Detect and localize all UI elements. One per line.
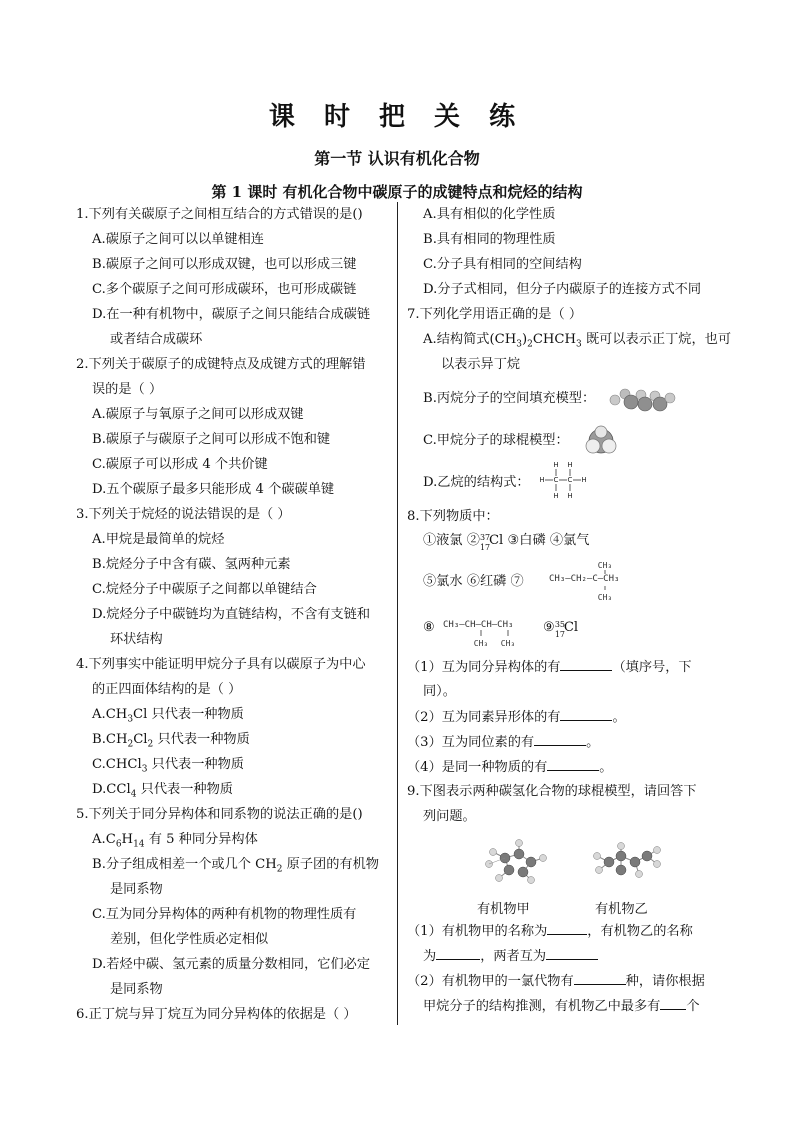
q6-stem: 6.正丁烷与异丁烷互为同分异构体的依据是（ ） [76, 1007, 357, 1022]
q9-blank-5[interactable] [660, 997, 686, 1010]
q8-part3: （3）互为同位素的有 。 [407, 735, 600, 750]
q7-stem: 7.下列化学用语正确的是（ ） [407, 307, 583, 322]
q1-stem: 1.下列有关碳原子之间相互结合的方式错误的是() [76, 207, 363, 222]
q9-part1: （1）有机物甲的名称为 ，有机物乙的名称 [407, 924, 693, 939]
q3-option-b: B.烷烃分子中含有碳、氢两种元素 [92, 557, 291, 572]
svg-text:CH₃: CH₃ [598, 561, 612, 570]
q9-part1-cont: 为 ，两者互为 [423, 947, 598, 966]
q3-option-c: C.烷烃分子中碳原子之间都以单键结合 [92, 582, 317, 597]
svg-text:H: H [567, 461, 573, 469]
q8-blank-2[interactable] [560, 708, 612, 721]
q3-option-d: D.烷烃分子中碳链均为直链结构，不含有支链和 [92, 607, 371, 622]
q5-option-d: D.若烃中碳、氢元素的质量分数相同，它们必定 [92, 957, 371, 972]
svg-text:H: H [553, 461, 559, 469]
q2-option-b: B.碳原子与碳原子之间可以形成不饱和键 [92, 432, 331, 447]
q6-option-d: D.分子式相同，但分子内碳原子的连接方式不同 [423, 282, 702, 297]
caption-compound-a: 有机物甲 [477, 902, 530, 917]
ethane-structural-formula [539, 460, 589, 500]
q1-option-a: A.碳原子之间可以以单键相连 [92, 232, 264, 247]
q4-option-d: D.CCl$_4$ 只代表一种物质 [92, 782, 233, 800]
q7-option-a-cont: 以表示异丁烷 [441, 357, 521, 372]
item8-structure: CH₃—CH—CH—CH₃ [443, 620, 514, 630]
q8-blank-3[interactable] [534, 733, 586, 746]
lesson-heading: 第 1 课时 有机化合物中碳原子的成键特点和烷烃的结构 [211, 183, 583, 201]
q2-stem: 2.下列关于碳原子的成键特点及成键方式的理解错 [76, 357, 366, 372]
svg-text:H: H [581, 476, 587, 484]
methane-ball-stick-model [583, 424, 619, 456]
item7-branch-bonds [598, 560, 612, 604]
compound-a-ball-stick-model [481, 838, 551, 884]
q5-option-b: B.分子组成相差一个或几个 $CH_2$ 原子团的有机物 [92, 857, 379, 875]
q9-part2-cont: 甲烷分子的结构推测，有机物乙中最多有 个 [423, 999, 700, 1014]
svg-text:H: H [539, 476, 545, 484]
q9-blank-3[interactable] [546, 947, 598, 960]
q9-blank-2[interactable] [436, 947, 480, 960]
q8-part4: （4）是同一种物质的有 。 [407, 760, 613, 775]
q6-option-a: A.具有相似的化学性质 [423, 207, 556, 222]
q4-option-c: C.CHCl$_3$ 只代表一种物质 [92, 757, 244, 775]
svg-text:C: C [553, 476, 559, 484]
q3-option-d-cont: 环状结构 [110, 632, 163, 647]
q6-option-b: B.具有相同的物理性质 [423, 232, 556, 247]
propane-space-filling-model [605, 384, 677, 412]
q4-option-b: $B.CH_2Cl_2$ 只代表一种物质 [92, 732, 250, 750]
q8-items-row2: ⑤氯水 ⑥红磷 ⑦ [423, 574, 524, 589]
q2-option-c: C.碳原子可以形成 4 个共价键 [92, 457, 268, 472]
q7-option-a: A.结构简式$(CH_3)_2CHCH_3$ 既可以表示正丁烷，也可 [423, 332, 732, 350]
q5-option-c: C.互为同分异构体的两种有机物的物理性质有 [92, 907, 357, 922]
item8-branch-bonds [467, 630, 527, 652]
column-divider [397, 202, 398, 1025]
item7-structure: CH₃—CH₂—C—CH₃ [549, 574, 620, 584]
q4-option-a: $A.CH_3Cl$ 只代表一种物质 [92, 707, 244, 725]
q2-stem-cont: 误的是（ ） [92, 382, 163, 397]
q8-items-row1: ①液氯 ② 37 17 Cl ③白磷 ④氯气 [423, 533, 590, 552]
section-heading: 第一节 认识有机化合物 [314, 149, 480, 168]
q8-item9: ⑨ 35 17 Cl [543, 620, 579, 639]
svg-text:CH₃: CH₃ [598, 593, 612, 602]
q3-stem: 3.下列关于烷烃的说法错误的是（ ） [76, 507, 291, 522]
q7-option-c: C.甲烷分子的球棍模型： [423, 433, 569, 448]
q9-blank-1[interactable] [547, 922, 587, 935]
compound-b-ball-stick-model [591, 842, 663, 882]
q1-option-d: D.在一种有机物中，碳原子之间只能结合成碳链 [92, 307, 371, 322]
q1-option-b: B.碳原子之间可以形成双键，也可以形成三键 [92, 257, 357, 272]
q9-stem-cont: 列问题。 [423, 809, 476, 824]
svg-text:CH₃: CH₃ [473, 639, 489, 648]
q9-blank-4[interactable] [574, 972, 626, 985]
caption-compound-b: 有机物乙 [595, 902, 648, 917]
q9-stem: 9.下图表示两种碳氢化合物的球棍模型，请回答下 [407, 784, 697, 799]
q8-part2: （2）互为同素异形体的有 。 [407, 710, 626, 725]
q8-stem: 8.下列物质中： [407, 509, 499, 524]
svg-text:H: H [553, 492, 559, 500]
q2-option-d: D.五个碳原子最多只能形成 4 个碳碳单键 [92, 482, 335, 497]
q5-option-c-cont: 差别，但化学性质必定相似 [110, 932, 269, 947]
q9-part2: （2）有机物甲的一氯代物有 种，请你根据 [407, 974, 705, 989]
q1-option-c: C.多个碳原子之间可形成碳环，也可形成碳链 [92, 282, 357, 297]
q1-option-d-cont: 或者结合成碳环 [110, 332, 203, 347]
q5-option-d-cont: 是同系物 [110, 982, 163, 997]
q8-blank-1[interactable] [560, 658, 612, 671]
q4-stem-cont: 的正四面体结构的是（ ） [92, 682, 242, 697]
q6-option-c: C.分子具有相同的空间结构 [423, 257, 582, 272]
svg-text:C: C [567, 476, 573, 484]
q8-part1-cont: 同）。 [423, 684, 456, 699]
svg-text:H: H [567, 492, 573, 500]
q8-blank-4[interactable] [547, 758, 599, 771]
svg-text:CH₃: CH₃ [500, 639, 516, 648]
q5-option-a: $A.C_6H_{14}$ 有 5 种同分异构体 [92, 832, 258, 850]
page-title: 课 时 把 关 练 [268, 102, 526, 132]
q7-option-d: D.乙烷的结构式： [423, 475, 530, 490]
q8-part1: （1）互为同分异构体的有 （填序号，下 [407, 660, 692, 675]
q3-option-a: A.甲烷是最简单的烷烃 [92, 532, 225, 547]
q2-option-a: A.碳原子与氧原子之间可以形成双键 [92, 407, 304, 422]
q4-stem: 4.下列事实中能证明甲烷分子具有以碳原子为中心 [76, 657, 366, 672]
q7-option-b: B.丙烷分子的空间填充模型： [423, 391, 596, 406]
q8-item8-marker: ⑧ [423, 620, 435, 635]
q5-stem: 5.下列关于同分异构体和同系物的说法正确的是() [76, 807, 363, 822]
q5-option-b-cont: 是同系物 [110, 882, 163, 897]
